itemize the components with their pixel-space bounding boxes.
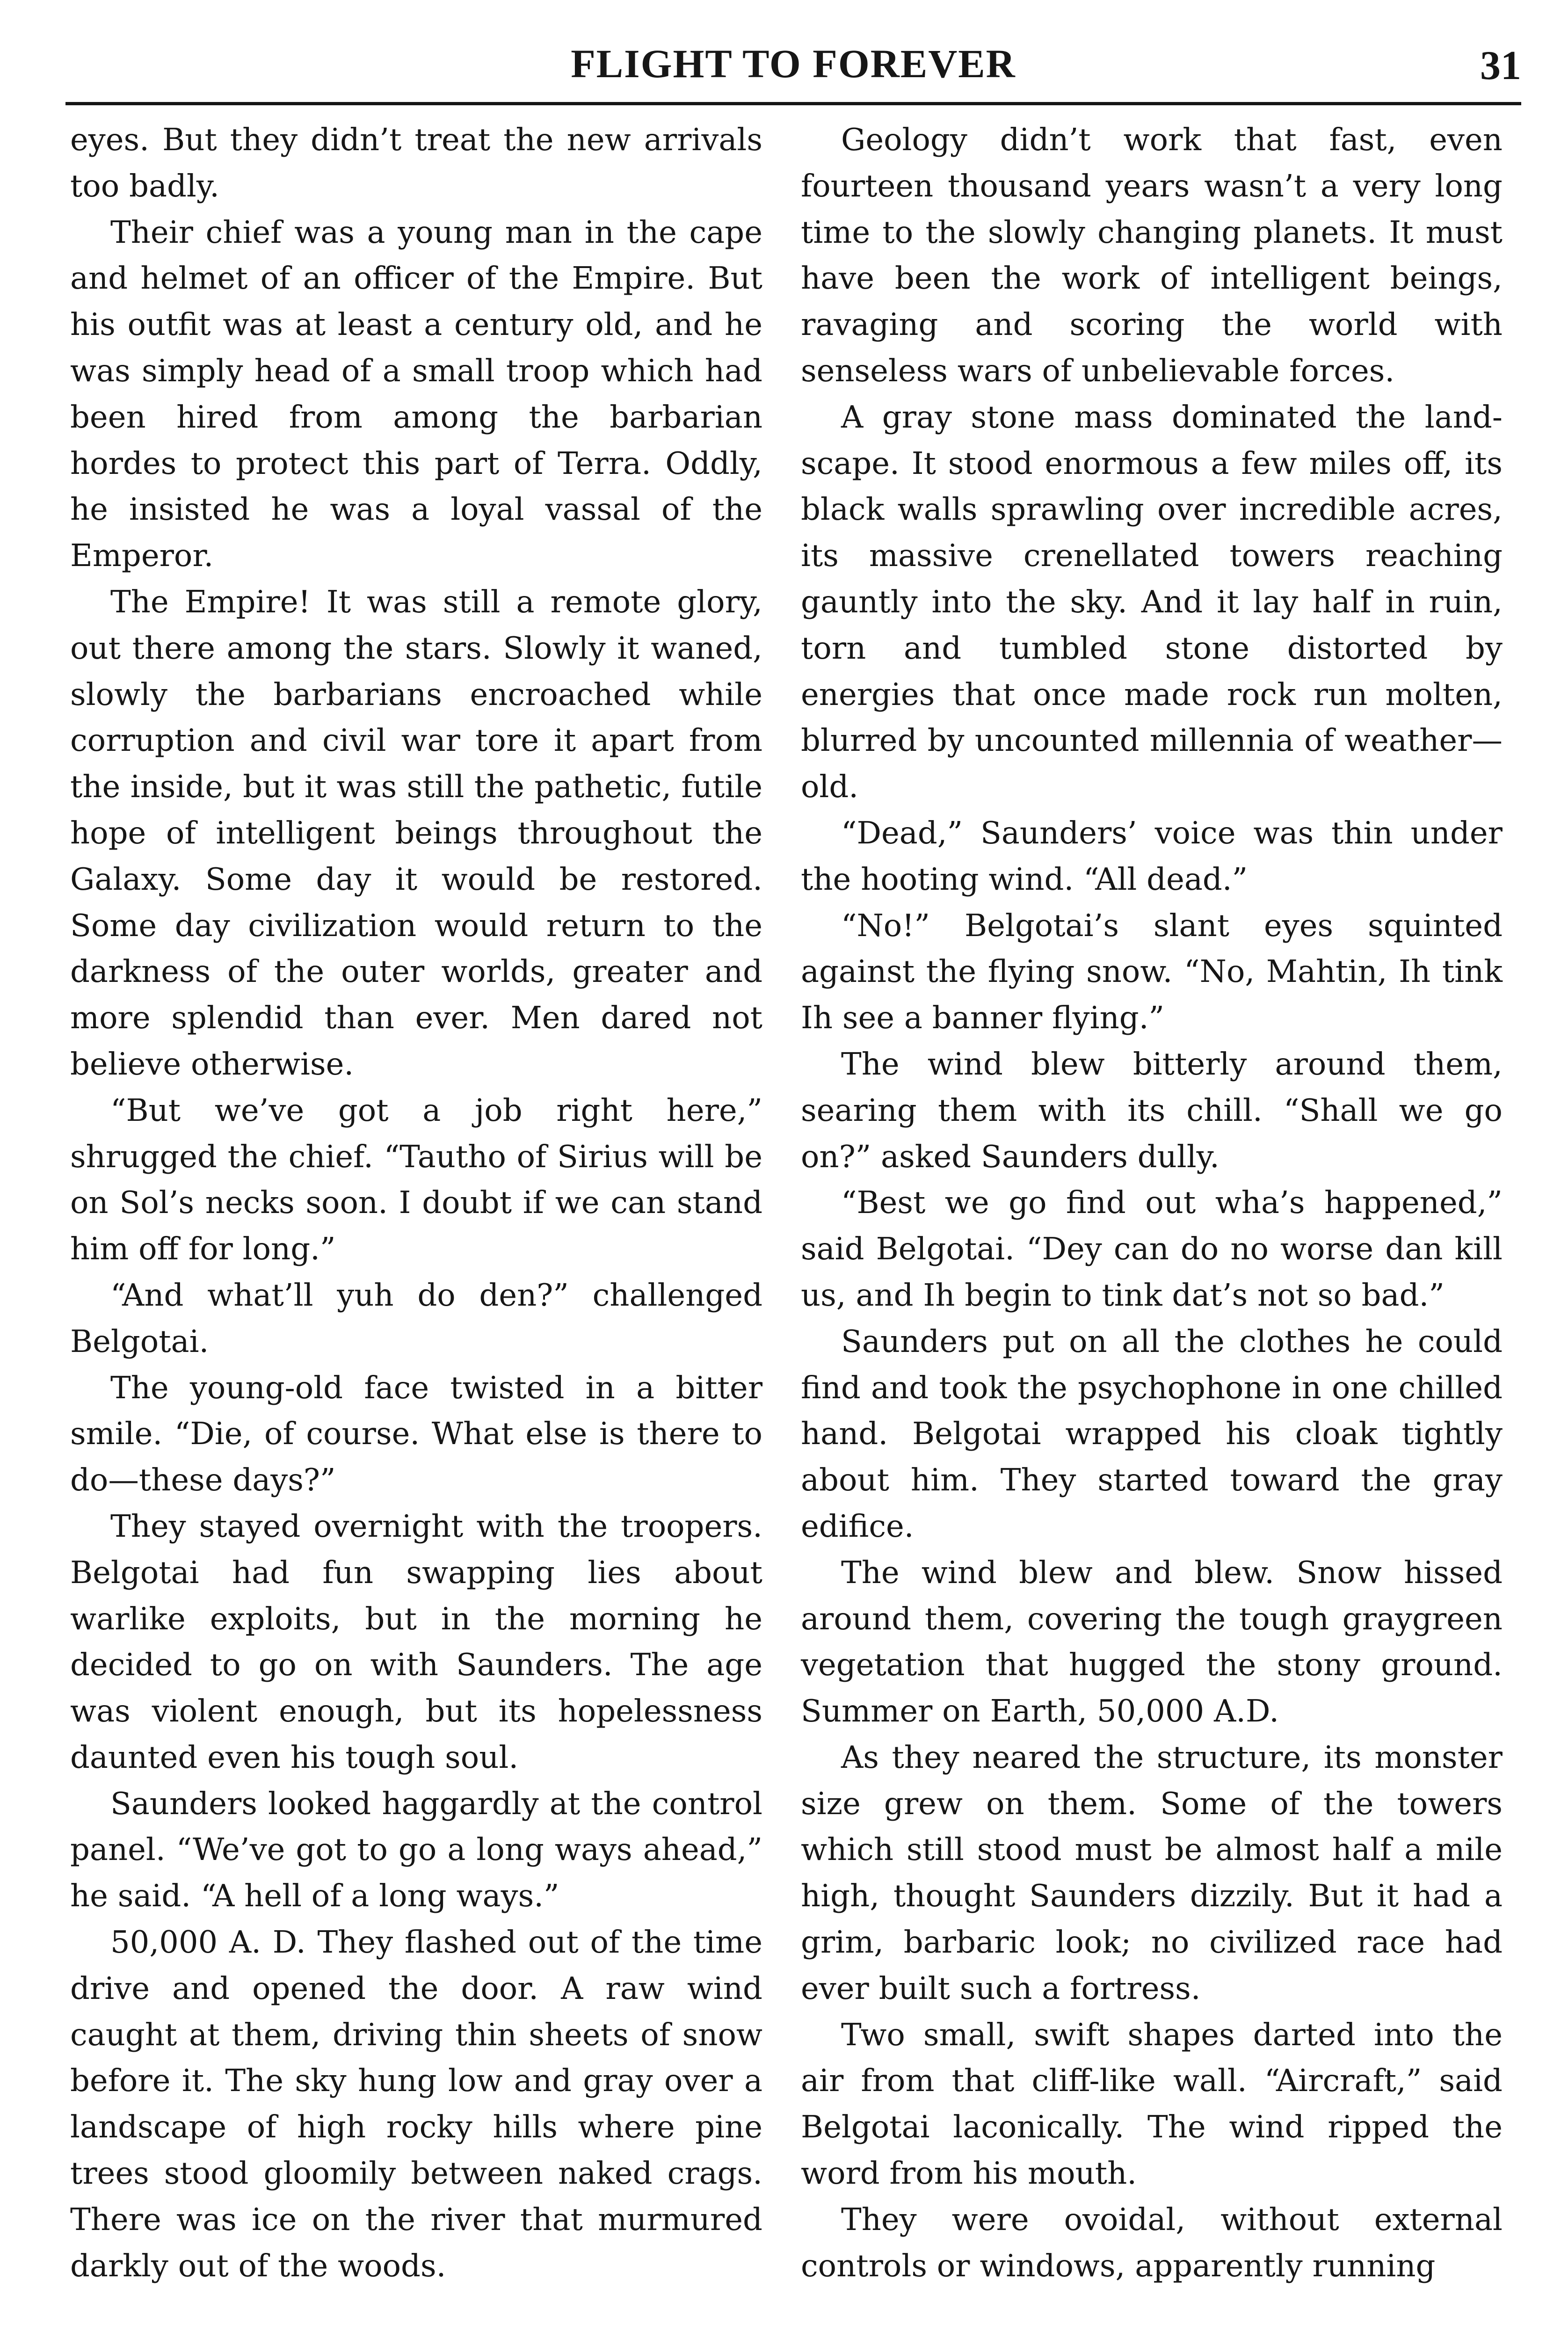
paragraph: “But we’ve got a job right here,” shrugged the chief. “Tautho of Sirius will be on Sol’s necks soon. I doubt if we can stand him off for long.” bbox=[70, 1092, 762, 1267]
paragraph: 50,000 A. D. They flashed out of the time drive and opened the door. A raw wind caught at them, driving thin sheets of snow before it. The sky hung low and gray over a landscape of high rocky hills where pine trees stood gloomily between naked crags. There was ice on the river that murmured darkly out of the woods. bbox=[70, 1925, 762, 2284]
running-title: FLIGHT TO FOREVER bbox=[571, 41, 1016, 86]
paragraph: A gray stone mass dominated the landscape. It stood enormous a few miles off, its black walls sprawling over incredible acres, its massive crenellated towers reaching gauntly into the sky. And it lay half in ruin, torn and tumbled stone distorted by energies that once made rock run molten, blurred by uncounted millennia of weather—old. bbox=[801, 399, 1503, 805]
paragraph: Saunders put on all the clothes he could find and took the psychophone in one chilled hand. Belgotai wrapped his cloak tightly about him. They started toward the gray edifice. bbox=[801, 1323, 1503, 1544]
paragraph: They stayed overnight with the troopers. Belgotai had fun swapping lies about warlike exploits, but in the morning he decided to go on with Saunders. The age was violent enough, but its hopelessness daunted even his tough soul. bbox=[70, 1508, 762, 1775]
paragraph: eyes. But they didn’t treat the new arrivals too badly. bbox=[70, 122, 762, 204]
paragraph: Geology didn’t work that fast, even fourteen thousand years wasn’t a very long time to the slowly changing planets. It must have been the work of intelligent beings, ravaging and scoring the world with senseless wars of unbelievable forces. bbox=[801, 122, 1503, 389]
paragraph: “And what’ll yuh do den?” challenged Belgotai. bbox=[70, 1277, 762, 1359]
left-column bbox=[70, 117, 762, 2339]
paragraph: The Empire! It was still a remote glory, out there among the stars. Slowly it waned, slowly the barbarians encroached while corruption and civil war tore it apart from the inside, but it was still the pathetic, futile hope of intelligent beings throughout the Galaxy. Some day it would be restored. Some day civilization would return to the darkness of the outer worlds, greater and more splendid than ever. Men dared not believe otherwise. bbox=[70, 584, 762, 1082]
paragraph: “Best we go find out wha’s happened,” said Belgotai. “Dey can do no worse dan kill us, and Ih begin to tink dat’s not so bad.” bbox=[801, 1185, 1503, 1313]
paragraph: “Dead,” Saunders’ voice was thin under the hooting wind. “All dead.” bbox=[801, 815, 1503, 897]
paragraph: They were ovoidal, without external controls or windows, apparently running bbox=[801, 2201, 1503, 2284]
right-column bbox=[801, 117, 1503, 2339]
paragraph: The wind blew bitterly around them, searing them with its chill. “Shall we go on?” asked Saunders dully. bbox=[801, 1046, 1503, 1175]
header-rule bbox=[65, 102, 1521, 105]
paragraph: Their chief was a young man in the cape and helmet of an officer of the Empire. But his outfit was at least a century old, and he was simply head of a small troop which had been hired from among the barbarian hordes to protect this part of Terra. Oddly, he insisted he was a loyal vassal of the Emperor. bbox=[70, 214, 762, 574]
running-head bbox=[65, 40, 1521, 110]
paragraph: “No!” Belgotai’s slant eyes squinted against the flying snow. “No, Mahtin, Ih tink Ih see a banner flying.” bbox=[801, 908, 1503, 1036]
paragraph: As they neared the structure, its monster size grew on them. Some of the towers which still stood must be almost half a mile high, thought Saunders dizzily. But it had a grim, barbaric look; no civilized race had ever built such a fortress. bbox=[801, 1739, 1503, 2006]
paragraph: Two small, swift shapes darted into the air from that cliff-like wall. “Aircraft,” said Belgotai laconically. The wind ripped the word from his mouth. bbox=[801, 2017, 1503, 2192]
paragraph: Saunders looked haggardly at the control panel. “We’ve got to go a long ways ahead,” he said. “A hell of a long ways.” bbox=[70, 1786, 762, 1914]
page-number: 31 bbox=[1480, 43, 1521, 88]
paragraph: The young-old face twisted in a bitter smile. “Die, of course. What else is there to do—these days?” bbox=[70, 1370, 762, 1498]
paragraph: The wind blew and blew. Snow hissed around them, covering the tough graygreen vegetation that hugged the stony ground. Summer on Earth, 50,000 A.D. bbox=[801, 1554, 1503, 1729]
